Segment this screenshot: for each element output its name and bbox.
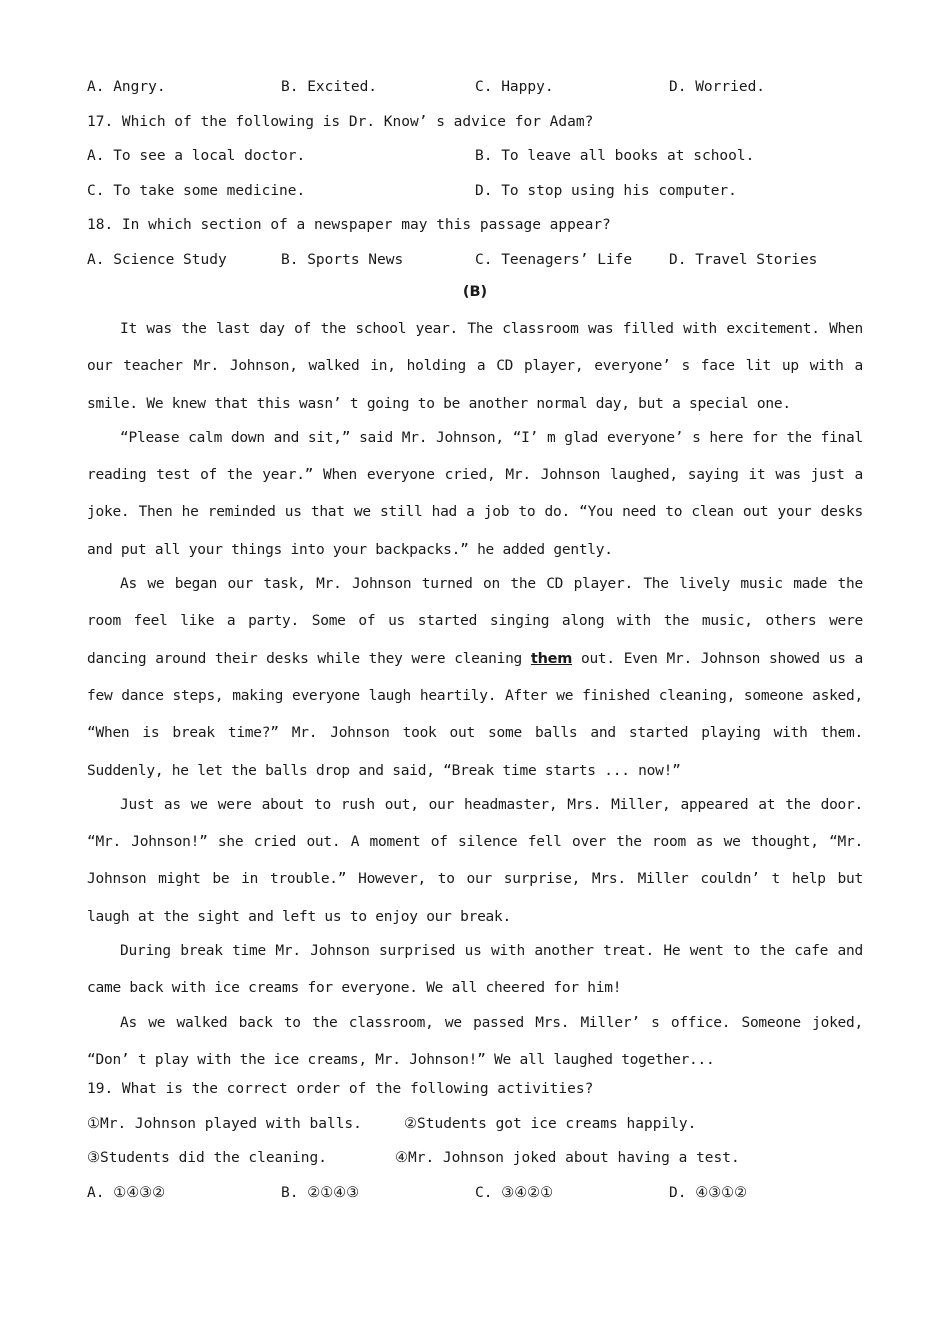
q16-option-c: C. Happy.	[475, 79, 554, 95]
q19-stem: 19. What is the correct order of the following activities?	[87, 1081, 594, 1098]
section-b-title: (B)	[462, 284, 488, 300]
passage-paragraph-4	[87, 787, 863, 936]
q16-options	[87, 74, 863, 109]
q19-items-row2	[87, 1145, 863, 1180]
q18-option-d: D. Travel Stories	[669, 251, 818, 268]
q19-item-3: ③Students did the cleaning.	[87, 1150, 327, 1167]
q19-option-b: B. ②①④③	[281, 1184, 360, 1201]
q17-option-c: C. To take some medicine.	[87, 182, 306, 199]
q17-stem: 17. Which of the following is Dr. Know’ s advice for Adam?	[87, 113, 594, 130]
passage-p5-text: During break time Mr. Johnson surprised us with another treat. He went to the cafe and came back with ice creams for everyone. We all cheered for him!	[87, 943, 863, 997]
q17-options-row1	[87, 143, 863, 178]
passage-paragraph-6	[87, 1005, 863, 1080]
q19-item-1: ①Mr. Johnson played with balls.	[87, 1115, 362, 1132]
passage-p3-text-before: As we began our task, Mr. Johnson turned on the CD player. The lively music made the room feel like a party. Some of us started singing along with the music, others were dancing around their desks while they were cleaning	[87, 576, 863, 667]
passage-paragraph-2	[87, 420, 863, 569]
passage-paragraph-1	[87, 311, 863, 423]
passage-p3-text-after: out. Even Mr. Johnson showed us a few dance steps, making everyone laugh heartily. After we finished cleaning, someone asked, “When is break time?” Mr. Johnson took out some balls and started playing with them. Suddenly, he let the balls drop and said, “Break time starts ... now!”	[87, 650, 864, 779]
passage-p2-text: “Please calm down and sit,” said Mr. Johnson, “I’ m glad everyone’ s here for the final reading test of the year.” When everyone cried, Mr. Johnson laughed, saying it was just a joke. Then he reminded us that we still had a job to do. “You need to clean out your desks and put all your things into your backpacks.” he added gently.	[87, 429, 863, 558]
q17-options-row2	[87, 178, 863, 213]
passage-p1-text: It was the last day of the school year. The classroom was filled with excitement. When our teacher Mr. Johnson, walked in, holding a CD player, everyone’ s face lit up with a smile. We knew that this wasn’ t going to be another normal day, but a special one.	[87, 321, 863, 412]
q19-item-4: ④Mr. Johnson joked about having a test.	[395, 1150, 740, 1167]
q18-stem: 18. In which section of a newspaper may this passage appear?	[87, 217, 611, 233]
q16-option-b: B. Excited.	[281, 79, 378, 95]
q19-item-2: ②Students got ice creams happily.	[404, 1115, 697, 1132]
passage-p6-text: As we walked back to the classroom, we passed Mrs. Miller’ s office. Someone joked, “Don’ t play with the ice creams, Mr. Johnson!” We all laughed together...	[87, 1014, 863, 1068]
q16-option-d: D. Worried.	[669, 79, 766, 95]
passage-paragraph-3	[87, 566, 863, 790]
q18-option-b: B. Sports News	[281, 251, 404, 268]
passage-p4-text: Just as we were about to rush out, our headmaster, Mrs. Miller, appeared at the door. “Mr. Johnson!” she cried out. A moment of silence fell over the room as we thought, “Mr. Johnson might be in trouble.” However, to our surprise, Mrs. Miller couldn’ t help but laugh at the sight and left us to enjoy our break.	[87, 796, 863, 925]
q17-option-a: A. To see a local doctor.	[87, 148, 306, 164]
q17-option-d: D. To stop using his computer.	[475, 182, 737, 199]
q18-option-a: A. Science Study	[87, 251, 227, 268]
q19-items-row1	[87, 1111, 863, 1146]
q19-option-c: C. ③④②①	[475, 1184, 554, 1201]
q18-option-c: C. Teenagers’ Life	[475, 251, 633, 268]
passage-paragraph-5	[87, 933, 863, 1008]
exam-page	[87, 74, 863, 1214]
q17-option-b: B. To leave all books at school.	[475, 148, 755, 164]
q19-options	[87, 1180, 863, 1215]
q19-option-d: D. ④③①②	[669, 1184, 748, 1201]
q19-option-a: A. ①④③②	[87, 1184, 166, 1201]
q16-option-a: A. Angry.	[87, 79, 166, 95]
q18-options	[87, 247, 863, 282]
underlined-word-them: them	[530, 650, 573, 667]
